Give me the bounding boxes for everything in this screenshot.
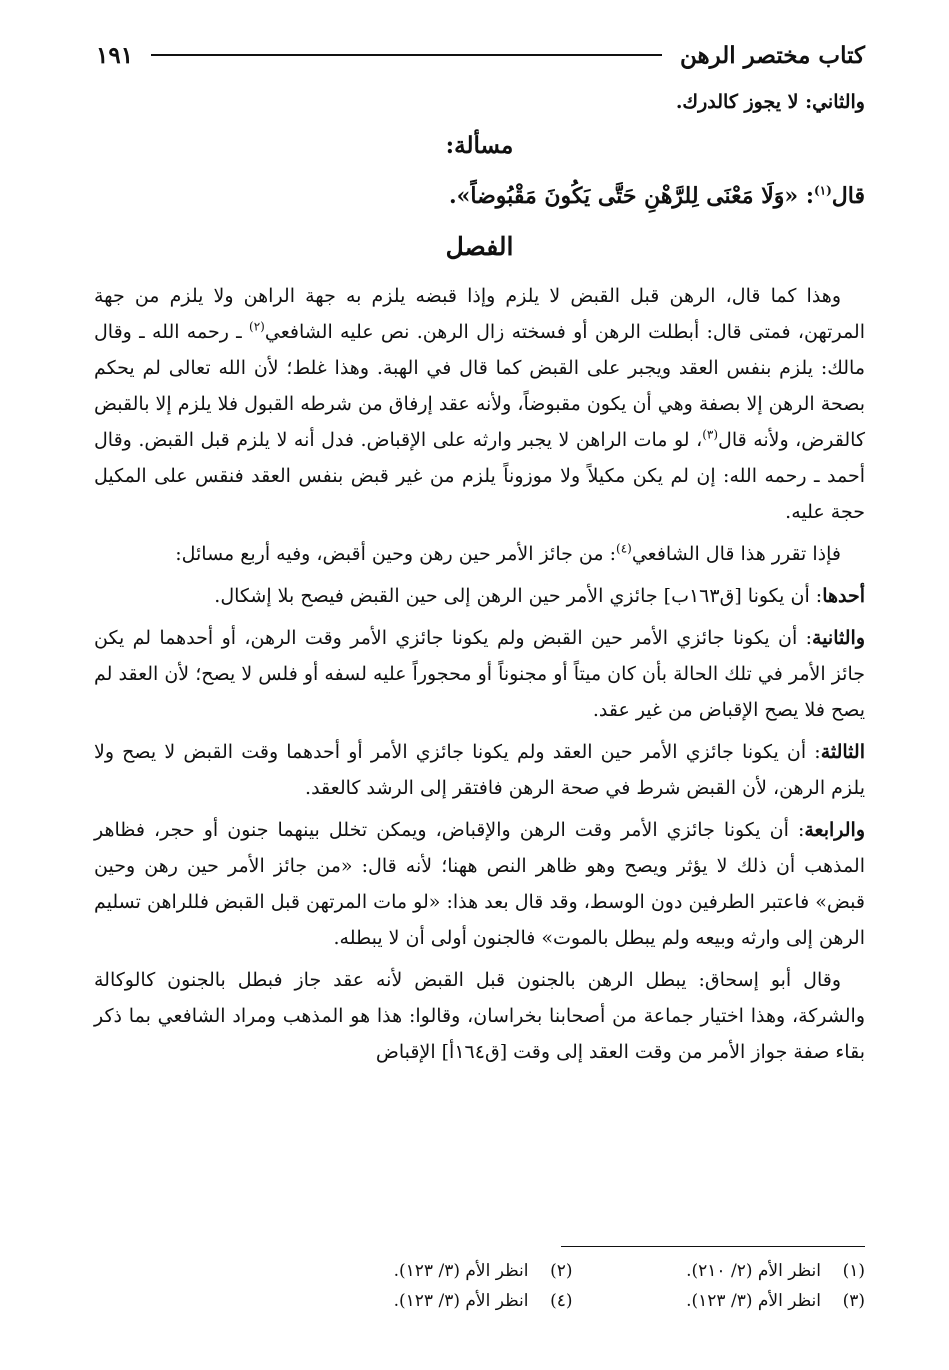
- footnote-text: انظر الأم (٣/ ١٢٣).: [393, 1291, 529, 1311]
- paragraph-2: [94, 536, 865, 572]
- book-title: كتاب مختصر الرهن: [679, 41, 865, 69]
- qala-word: قال: [831, 183, 865, 209]
- case-first-label: أحدها: [822, 585, 865, 607]
- footnote-ref-1: (١): [813, 183, 832, 198]
- case-third-label: الثالثة: [820, 741, 865, 763]
- paragraph-last: وقال أبو إسحاق: يبطل الرهن بالجنون قبل القبض لأنه عقد جاز فبطل بالجنون كالوكالة والشركة، وهذا اختيار جماعة من أصحابنا بخراسان، وقالوا: هذا هو المذهب ومراد الشافعي بما ذكر بقاء صفة جواز الأمر من وقت العقد إلى وقت [ق١٦٤أ] الإقباض: [94, 969, 865, 1063]
- footnote-number: (٢): [550, 1261, 573, 1281]
- paragraph-1-part-c: ، لو مات الراهن لا يجبر وارثه على الإقباض. فدل أنه لا يلزم قبل القبض. وقال أحمد ـ رحمه الله: إن لم يكن مكيلاً ولا موزوناً يلزم من غير قبض بنفس العقد فنقس على المكيل حجة عليه.: [94, 429, 865, 523]
- footnote-ref-3: (٣): [702, 427, 719, 442]
- masala-heading: مسألة:: [445, 132, 514, 159]
- case-fourth: [94, 812, 865, 956]
- paragraph-1: [94, 278, 865, 530]
- footnote-text: انظر الأم (٣/ ١٢٣).: [686, 1291, 821, 1311]
- case-second-text: : أن يكونا جائزي الأمر حين القبض ولم يكونا جائزي الأمر وقت الرهن، أو أحدهما لم يكن جائز الأمر في تلك الحالة بأن كان ميتاً أو مجنوناً أو محجوراً عليه لسفه أو فلس لا يصح؛ لأن العقد لم يصح فلا يصح الإقباض من غير عقد.: [94, 627, 865, 721]
- footnote-4: [300, 1286, 573, 1316]
- footnote-text: انظر الأم (٣/ ١٢٣).: [393, 1261, 529, 1281]
- footnote-rule: [561, 1246, 865, 1247]
- case-third: [94, 734, 865, 806]
- footnote-1: [593, 1256, 866, 1286]
- header-rule: [151, 54, 662, 56]
- paragraph-1-part-b: ـ رحمه الله ـ وقال مالك: يلزم بنفس العقد ويجبر على القبض كما قال في الهبة. وهذا غلط؛ لأن الله تعالى لم يحكم بصحة الرهن إلا بصفة وهي أن يكون مقبوضاً، ولأنه عقد إرفاق من شرطه القبول فلا يلزم إلا بالقبض كالقرض، ولأنه قال: [94, 321, 865, 451]
- page-number: ١٩١: [96, 41, 134, 69]
- footnote-2: [300, 1256, 573, 1286]
- case-first-text: : أن يكونا [ق١٦٣ب] جائزي الأمر حين الرهن إلى حين القبض فيصح بلا إشكال.: [214, 585, 823, 607]
- case-first: [94, 578, 865, 614]
- footnote-ref-2: (٢): [249, 319, 265, 334]
- footnote-number: (٣): [842, 1291, 865, 1311]
- case-second-label: والثانية: [812, 627, 865, 649]
- paragraph-2-part-a: فإذا تقرر هذا قال الشافعي: [631, 543, 841, 565]
- line-second-opinion: والثاني: لا يجوز كالدرك.: [675, 91, 865, 113]
- footnote-number: (٤): [550, 1291, 573, 1311]
- quote-text: : «وَلَا مَعْنَى لِلرَّهْنِ حَتَّى يَكُونَ مَقْبُوضاً».: [449, 183, 814, 209]
- running-head: [96, 38, 865, 72]
- matn-quote: [94, 172, 865, 220]
- case-fourth-text: : أن يكونا جائزي الأمر وقت الرهن والإقباض، ويمكن تخلل بينهما جنون أو حجر، فظاهر المذهب أن ذلك لا يؤثر ويصح وهو ظاهر النص ههنا؛ لأنه قال: «من جائز الأمر حين رهن وحين قبض» فاعتبر الطرفين دون الوسط، وقد قال بعد هذا: «لو مات المرتهن قبل القبض فللراهن تسليم الرهن إلى وارثه وبيعه ولم يبطل بالموت» فالجنون أولى أن لا يبطله.: [94, 819, 865, 949]
- case-fourth-label: والرابعة: [804, 819, 866, 841]
- case-second: [94, 620, 865, 728]
- section-heading: الفصل: [445, 232, 514, 261]
- paragraph-2-part-b: : من جائز الأمر حين رهن وحين أقبض، وفيه أربع مسائل:: [175, 543, 616, 565]
- page-body: [94, 84, 865, 1070]
- footnote-number: (١): [842, 1261, 865, 1281]
- footnote-ref-4: (٤): [616, 541, 632, 556]
- footnote-3: [593, 1286, 866, 1316]
- footnote-text: انظر الأم (٢/ ٢١٠).: [686, 1261, 821, 1281]
- paragraph-1-part-a: وهذا كما قال، الرهن قبل القبض لا يلزم وإذا قبضه يلزم به جهة الراهن ولا يلزم من جهة المرتهن، فمتى قال: أبطلت الرهن أو فسخته زال الرهن. نص عليه الشافعي: [94, 285, 865, 343]
- case-third-text: : أن يكونا جائزي الأمر حين العقد ولم يكونا جائزي الأمر أو أحدهما وقت القبض لا يصح ولا يلزم الرهن، لأن القبض شرط في صحة الرهن فافتقر إلى الرشد كالعقد.: [94, 741, 865, 799]
- footnotes: [300, 1256, 865, 1316]
